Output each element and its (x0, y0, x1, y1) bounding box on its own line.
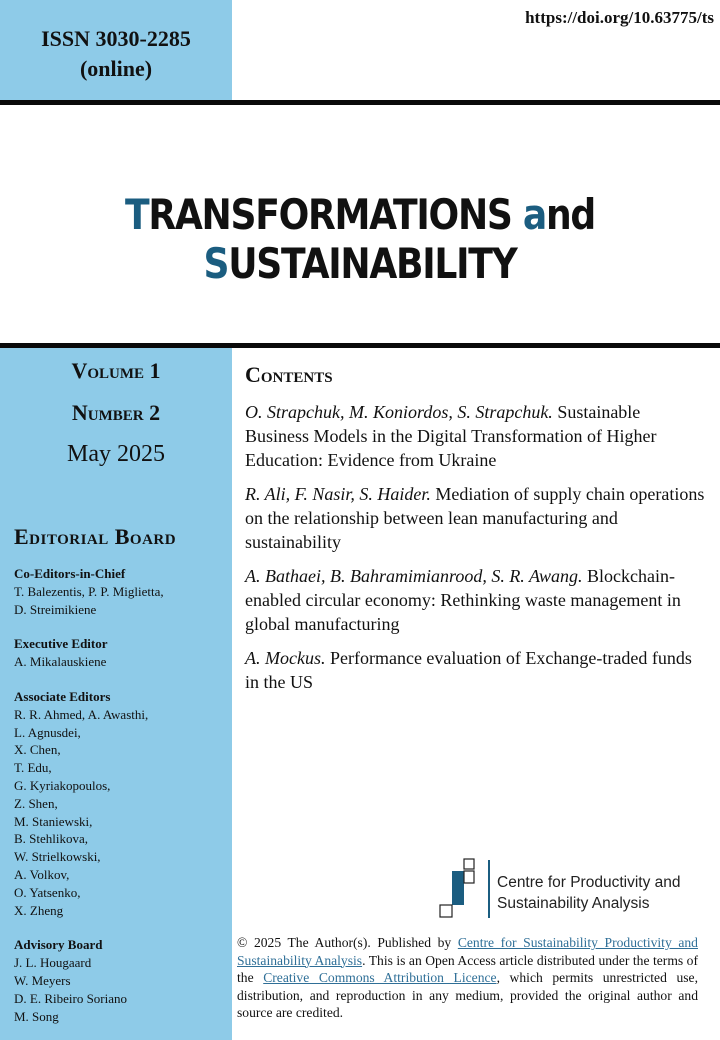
editorial-board (14, 565, 228, 1025)
journal-title-ustainability: USTAINABILITY (228, 239, 517, 288)
co-editors-heading: Co-Editors-in-Chief (14, 566, 126, 581)
entry-authors: A. Mockus. (245, 648, 326, 668)
contents-list (245, 400, 705, 704)
executive-editor-heading: Executive Editor (14, 636, 108, 652)
doi-link[interactable]: https://doi.org/10.63775/ts (525, 8, 714, 27)
entry-authors: A. Bathaei, B. Bahramimianrood, S. R. Awang. (245, 566, 583, 586)
associate-editor: G. Kyriakopoulos, (14, 777, 111, 793)
associate-editor: M. Staniewski, (14, 813, 93, 829)
contents-entry[interactable] (245, 482, 705, 554)
associate-editor: Z. Shen, (14, 795, 58, 811)
co-editors-line: D. Streimikiene (14, 601, 97, 617)
contents-entry[interactable] (245, 564, 705, 636)
publisher-name (497, 872, 681, 914)
contents-entry[interactable] (245, 400, 705, 472)
journal-title-s: S (203, 239, 229, 288)
license-text: © 2025 The Author(s). Published by (237, 935, 458, 950)
contents-title: Contents (245, 362, 333, 387)
associate-editor: X. Zheng (14, 902, 64, 918)
publisher-logo-icon (438, 858, 486, 920)
associate-editor: B. Stehlikova, (14, 831, 89, 847)
publisher-logo (438, 858, 708, 920)
publisher-name-line: Sustainability Analysis (497, 895, 650, 912)
executive-editor-name: A. Mikalauskiene (14, 654, 107, 670)
associate-editor: T. Edu, (14, 760, 52, 776)
entry-title: Sustainable Business Models in the Digital Transformation of Higher Education: Evidence from Ukraine (245, 402, 657, 470)
publisher-name-line: Centre for Productivity and (497, 874, 681, 891)
issn-number: ISSN 3030-2285 (41, 26, 191, 51)
associate-editor: L. Agnusdei, (14, 724, 81, 740)
license-text: . This is an Open Access article distributed under the terms of the (237, 952, 698, 986)
co-editors-line: T. Balezentis, P. P. Miglietta, (14, 583, 164, 599)
cc-license-link[interactable]: Creative Commons Attribution Licence (263, 970, 497, 986)
associate-editor: W. Strielkowski, (14, 849, 101, 865)
issue-date: May 2025 (67, 441, 165, 467)
issn-type: (online) (79, 56, 153, 81)
number-label: Number 2 (71, 400, 161, 425)
entry-authors: O. Strapchuk, M. Koniordos, S. Strapchuk. (245, 402, 553, 422)
associate-editor: R. R. Ahmed, A. Awasthi, (14, 706, 149, 722)
entry-title: Performance evaluation of Exchange-traded funds in the US (245, 648, 692, 692)
contents-entry[interactable] (245, 646, 705, 694)
license-text: , which permits unrestricted use, distribution, and reproduction in any medium, provided the original author and source are credited. (237, 970, 698, 1021)
volume-label: Volume 1 (71, 358, 161, 383)
associate-editor: O. Yatsenko, (14, 884, 81, 900)
journal-title (50, 190, 669, 288)
advisory-board-heading: Advisory Board (14, 937, 103, 953)
journal-title-ransformations: RANSFORMATIONS (148, 190, 523, 239)
advisory-member: W. Meyers (14, 972, 71, 988)
editorial-board-title: Editorial Board (14, 524, 177, 549)
associate-editor: A. Volkov, (14, 866, 70, 882)
journal-title-a: a (522, 190, 547, 239)
entry-title: Blockchain-enabled circular economy: Rethinking waste management in global manufacturing (245, 566, 681, 634)
top-divider (0, 100, 720, 105)
license-notice (237, 934, 698, 1022)
journal-title-t: T (125, 190, 149, 239)
journal-title-nd: nd (546, 190, 595, 239)
entry-title: Mediation of supply chain operations on the relationship between lean manufacturing and sustainability (245, 484, 705, 552)
advisory-member: D. E. Ribeiro Soriano (14, 990, 128, 1006)
advisory-member: J. L. Hougaard (14, 955, 92, 971)
publisher-logo-divider (488, 860, 490, 918)
publisher-link[interactable]: Centre for Sustainability Productivity and Sustainability Analysis (237, 935, 698, 968)
entry-authors: R. Ali, F. Nasir, S. Haider. (245, 484, 431, 504)
advisory-member: M. Song (14, 1008, 59, 1024)
associate-editor: X. Chen, (14, 742, 61, 758)
issn (0, 24, 232, 84)
associate-editors-heading: Associate Editors (14, 688, 111, 704)
